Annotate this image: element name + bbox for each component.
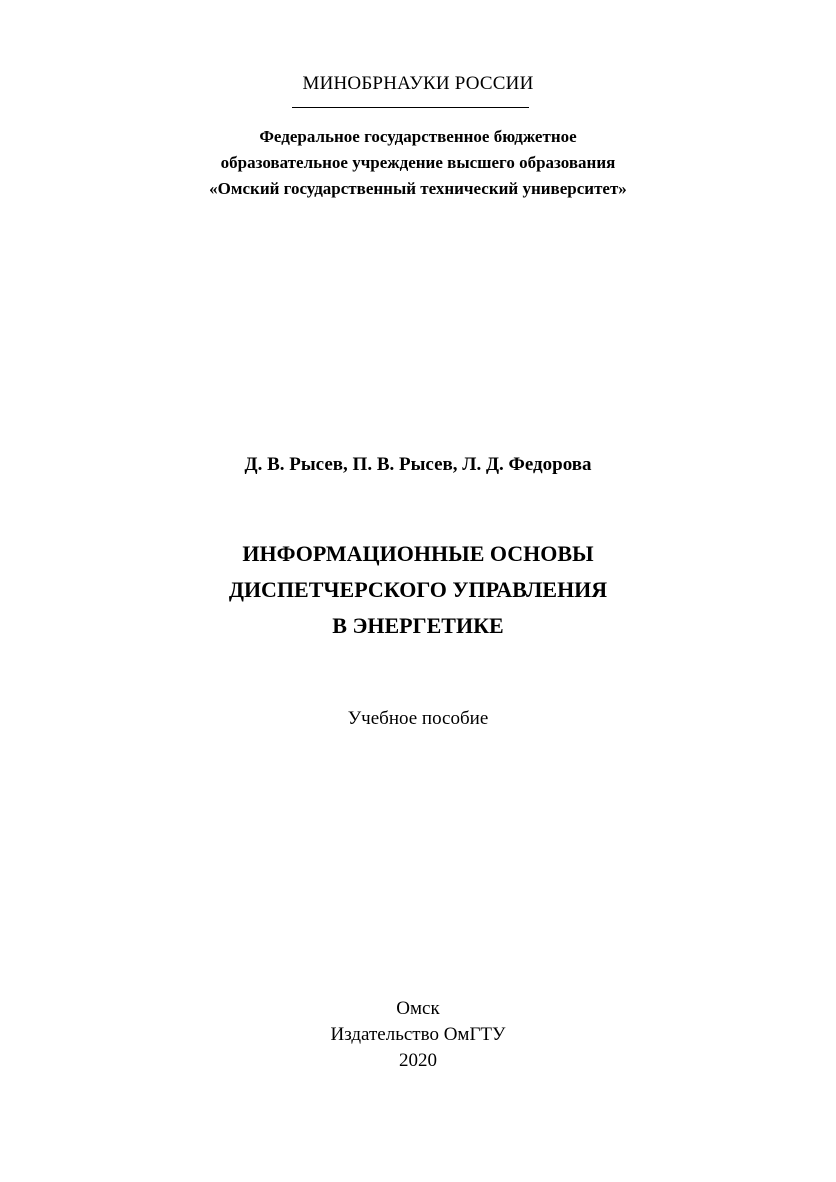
imprint: [0, 996, 836, 1074]
imprint-year: 2020: [399, 1050, 437, 1071]
title-line: В ЭНЕРГЕТИКЕ: [332, 613, 504, 638]
imprint-publisher: Издательство ОмГТУ: [330, 1024, 506, 1045]
university-line: образовательное учреждение высшего образования: [220, 153, 616, 172]
university-line: Федеральное государственное бюджетное: [259, 127, 577, 146]
book-title: [0, 536, 836, 644]
ministry-name: МИНОБРНАУКИ РОССИИ: [302, 73, 534, 94]
title-line: ДИСПЕТЧЕРСКОГО УПРАВЛЕНИЯ: [228, 577, 608, 602]
book-subtitle: Учебное пособие: [347, 708, 489, 729]
university-block: [0, 124, 836, 202]
university-line: «Омский государственный технический университет»: [209, 179, 627, 198]
ministry-underline: [292, 107, 529, 108]
authors: Д. В. Рысев, П. В. Рысев, Л. Д. Федорова: [244, 454, 592, 475]
imprint-city: Омск: [396, 998, 440, 1019]
title-line: ИНФОРМАЦИОННЫЕ ОСНОВЫ: [242, 541, 594, 566]
